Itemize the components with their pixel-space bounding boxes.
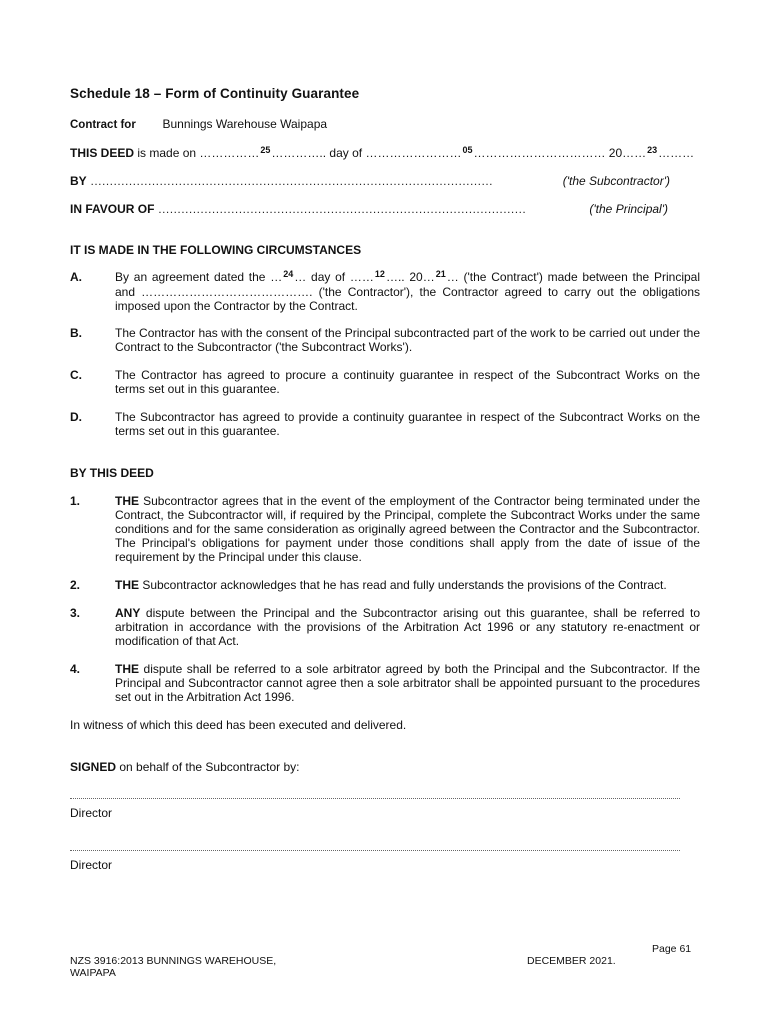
circumstance-text: The Subcontractor has agreed to provide a continuity guarantee in respect of the Subcontract Works on the terms set out in this guarantee. <box>115 410 700 438</box>
circumstance-label: A. <box>70 270 82 284</box>
contract-for-value: Bunnings Warehouse Waipapa <box>162 117 328 131</box>
clause-text <box>115 662 700 704</box>
clause-2 <box>70 578 700 592</box>
circumstance-b <box>70 326 700 354</box>
footer-ref-line-2: WAIPAPA <box>70 967 116 979</box>
circumstance-label: B. <box>70 326 82 340</box>
favour-role: ('the Principal') <box>589 202 668 216</box>
clause-body: dispute shall be referred to a sole arbitrator agreed by both the Principal and the Subcontractor. If the Principal and Subcontractor cannot agree then a sole arbitrator shall be appointed pursuant to the procedures set out in the Arbitration Act 1996. <box>115 662 700 704</box>
circumstance-label: D. <box>70 410 82 424</box>
clause-1 <box>70 494 700 564</box>
deed-text-2: ………….. day of …………………… <box>271 146 462 160</box>
circumstance-label: C. <box>70 368 82 382</box>
circ-a-mid1: … day of …… <box>294 270 374 284</box>
circ-a-year: 21 <box>435 269 446 279</box>
deed-month-value: 05 <box>462 145 473 155</box>
circ-a-mid2: ….. 20… <box>385 270 435 284</box>
deed-text-3: …………………………… 20…… <box>473 146 647 160</box>
circ-a-post: … ('the Contract') made between the Principal and ……………………………………. ('the Contractor'), the Contractor agreed to carry out the obligations imposed upon the Contractor by the Contract. <box>115 270 701 313</box>
clause-text <box>115 494 700 564</box>
clause-lead: THE <box>115 662 139 676</box>
by-row <box>70 174 670 188</box>
deed-label: THIS DEED <box>70 146 135 160</box>
page-title: Schedule 18 – Form of Continuity Guarantee <box>70 86 360 101</box>
signed-lead: SIGNED <box>70 760 117 774</box>
footer-ref-line-1: NZS 3916:2013 BUNNINGS WAREHOUSE, <box>70 955 277 967</box>
deed-day-value: 25 <box>260 145 271 155</box>
contract-for-label: Contract for <box>70 119 136 131</box>
clause-lead: ANY <box>115 606 141 620</box>
footer-date: DECEMBER 2021. <box>527 955 616 967</box>
deed-year-value: 23 <box>647 145 658 155</box>
signatory-label-2: Director <box>70 858 113 872</box>
contract-for-row <box>70 117 327 131</box>
clause-label: 3. <box>70 606 81 620</box>
circumstance-c <box>70 368 700 396</box>
witness-statement: In witness of which this deed has been executed and delivered. <box>70 718 407 732</box>
clause-body: Subcontractor agrees that in the event of the employment of the Contractor being terminated under the Contract, the Subcontractor will, if required by the Principal, complete the Subcontract Works under the same conditions and for the same consideration as originally agreed between the Contractor and the Subcontractor. The Principal's obligations for payment under those conditions shall apply from the date of issue of the requirement by the Principal under this clause. <box>115 494 700 564</box>
clause-text <box>115 578 700 592</box>
clause-lead: THE <box>115 494 139 508</box>
clause-label: 2. <box>70 578 81 592</box>
deed-text-1: is made on …………… <box>137 146 260 160</box>
circ-a-pre: By an agreement dated the … <box>115 270 283 284</box>
clause-text <box>115 606 700 648</box>
by-dots: …………………………………………………………………………………………… <box>90 174 493 188</box>
clause-4 <box>70 662 700 704</box>
signature-line-2 <box>70 850 680 851</box>
circumstance-text: The Contractor has agreed to procure a continuity guarantee in respect of the Subcontract Works on the terms set out in this guarantee. <box>115 368 700 396</box>
clause-body: Subcontractor acknowledges that he has read and fully understands the provisions of the Contract. <box>139 578 667 592</box>
clause-lead: THE <box>115 578 139 592</box>
by-label: BY <box>70 174 87 188</box>
favour-label: IN FAVOUR OF <box>70 202 155 216</box>
clause-body: dispute between the Principal and the Subcontractor arising out this guarantee, shall be referred to arbitration in accordance with the provisions of the Arbitration Act 1996 or any statutory re-enactment or modification of that Act. <box>115 606 700 648</box>
signed-text: on behalf of the Subcontractor by: <box>116 760 300 774</box>
favour-row <box>70 202 668 216</box>
footer-document-ref <box>70 955 276 979</box>
circumstance-a <box>70 270 700 313</box>
circumstance-text: The Contractor has with the consent of the Principal subcontracted part of the work to be carried out under the Contract to the Subcontractor ('the Subcontract Works'). <box>115 326 700 354</box>
signed-statement <box>70 760 299 774</box>
deed-date-row <box>70 146 694 160</box>
circumstances-heading: IT IS MADE IN THE FOLLOWING CIRCUMSTANCES <box>70 243 362 257</box>
deed-text-4: ……… <box>658 146 695 160</box>
circumstance-d <box>70 410 700 438</box>
favour-dots: …………………………………………………………………………………… <box>157 202 526 216</box>
deed-heading: BY THIS DEED <box>70 466 154 480</box>
by-role: ('the Subcontractor') <box>562 174 670 188</box>
circumstance-text <box>115 270 700 313</box>
page-number: Page 61 <box>652 943 692 955</box>
clause-label: 4. <box>70 662 81 676</box>
signatory-label-1: Director <box>70 806 113 820</box>
circ-a-day: 24 <box>283 269 294 279</box>
clause-label: 1. <box>70 494 81 508</box>
signature-line-1 <box>70 798 680 799</box>
circ-a-month: 12 <box>374 269 385 279</box>
clause-3 <box>70 606 700 648</box>
